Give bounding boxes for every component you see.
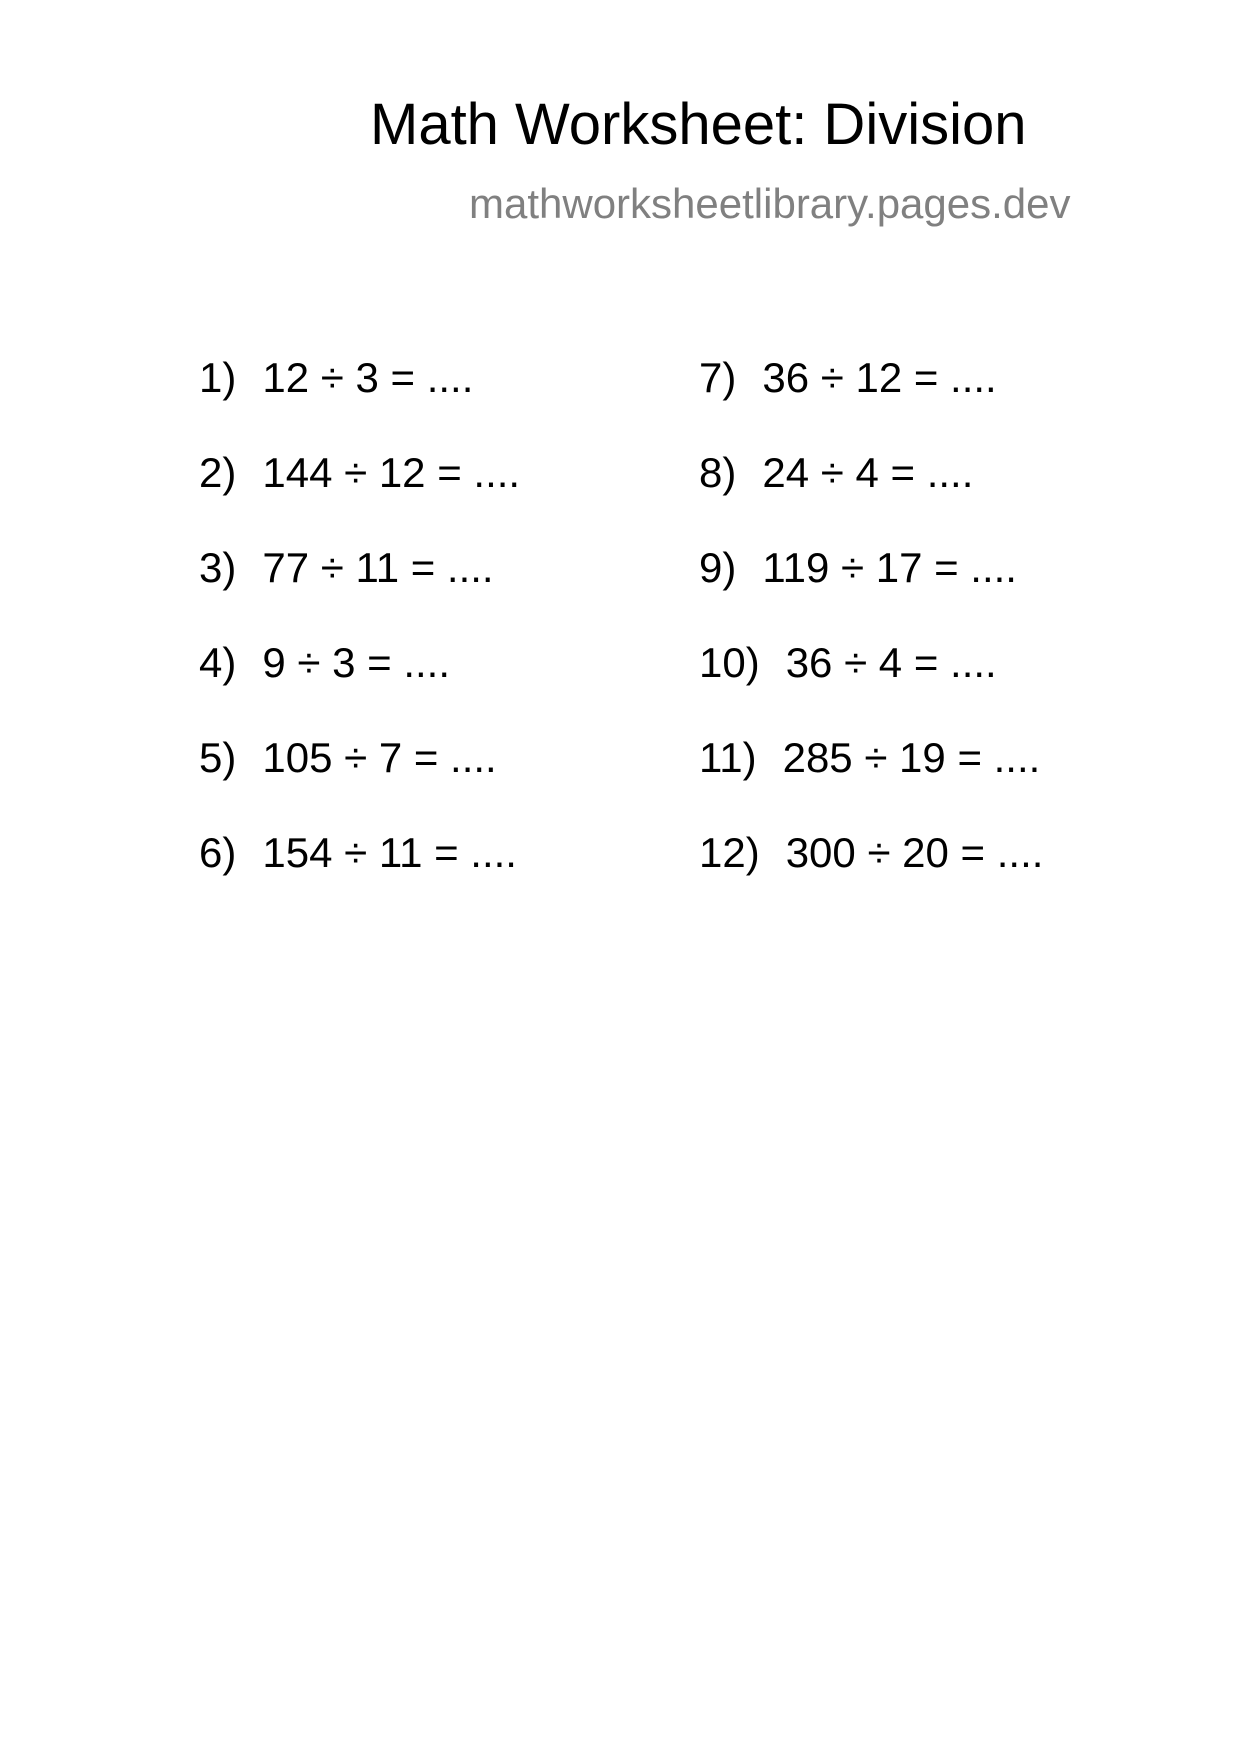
problem-expression: 119 ÷ 17 = .... [762, 544, 1017, 591]
problem-item [199, 829, 520, 924]
problem-number: 2) [199, 449, 237, 496]
problem-number: 6) [199, 829, 237, 876]
problem-expression: 24 ÷ 4 = .... [762, 449, 974, 496]
problem-item [199, 734, 520, 829]
problem-item [699, 449, 1043, 544]
problem-item [699, 544, 1043, 639]
problem-number: 12) [699, 829, 760, 876]
problem-item [699, 354, 1043, 449]
problem-expression: 36 ÷ 4 = .... [785, 639, 997, 686]
problem-expression: 285 ÷ 19 = .... [782, 734, 1041, 781]
source-url: mathworksheetlibrary.pages.dev [469, 180, 1071, 227]
problem-expression: 105 ÷ 7 = .... [262, 734, 497, 781]
problem-expression: 154 ÷ 11 = .... [262, 829, 517, 876]
problem-expression: 144 ÷ 12 = .... [262, 449, 521, 496]
problem-number: 5) [199, 734, 237, 781]
problem-item [199, 354, 520, 449]
problem-number: 1) [199, 354, 237, 401]
problem-expression: 12 ÷ 3 = .... [262, 354, 474, 401]
problem-expression: 77 ÷ 11 = .... [262, 544, 494, 591]
problem-expression: 36 ÷ 12 = .... [762, 354, 997, 401]
problem-expression: 9 ÷ 3 = .... [262, 639, 451, 686]
problem-item [199, 449, 520, 544]
problem-number: 10) [699, 639, 760, 686]
problem-item [199, 544, 520, 639]
problem-number: 3) [199, 544, 237, 591]
problems-column-right [699, 354, 1043, 924]
problems-column-left [199, 354, 520, 924]
problem-number: 9) [699, 544, 737, 591]
problem-expression: 300 ÷ 20 = .... [785, 829, 1044, 876]
problem-item [699, 639, 1043, 734]
problem-number: 4) [199, 639, 237, 686]
problem-number: 8) [699, 449, 737, 496]
problem-item [199, 639, 520, 734]
problem-item [699, 734, 1043, 829]
problem-number: 7) [699, 354, 737, 401]
problem-item [699, 829, 1043, 924]
problem-number: 11) [699, 734, 757, 781]
worksheet-title: Math Worksheet: Division [370, 92, 1027, 157]
